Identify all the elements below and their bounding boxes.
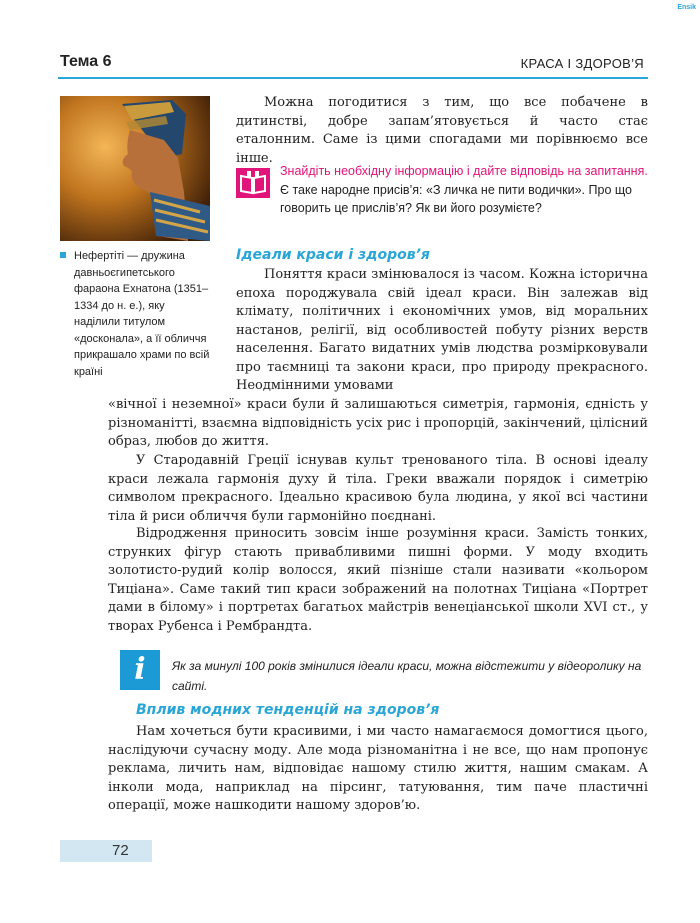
image-caption xyxy=(60,248,210,380)
topic-label: Тема 6 xyxy=(60,53,112,70)
task-text: Є таке народне присів’я: «З личка не пити водички». Про що говорить це прислів’я? Як ви його розумієте? xyxy=(280,182,632,215)
ideals-paragraph-1-part-a: Поняття краси змінювалося із часом. Кожна історична епоха породжувала свій ідеал краси. Він залежав від клімату, політичних і економічних умов, від моральних настанов, релігії, від особливостей побуту різних верств населення. Багато видатних умів людства розмірковували про таємниці та закони краси, про природу прекрасного. Неодмінними умовами xyxy=(236,267,648,393)
section-heading-fashion: Вплив модних тенденцій на здоров’я xyxy=(136,702,440,718)
page-number-box xyxy=(60,840,152,862)
info-icon: i xyxy=(120,650,160,690)
publisher-mark: Ensik xyxy=(677,4,696,11)
task-highlight: Знайдіть необхідну інформацію і дайте відповідь на запитання. xyxy=(280,164,648,178)
ideals-paragraph-1: «вічної і неземної» краси були й залишаються симетрія, гармонія, єдність у різноманітті, взаємна відповідність усіх рис і пропорцій, закінчений, цілісний образ, любов до життя. xyxy=(108,397,648,449)
ideals-paragraph-3: Відродження приносить зовсім інше розуміння краси. Замість тонких, струнких фігур стають привабливими пишні форми. У моду входить золотисто-рудий колір волосся, який пізніше стали називати «кольором Тиціана». Саме такий тип краси зображений на полотнах Тиціана «Портрет дами в білому» і портретах багатьох майстрів венеціанської школи XVI ст., у творах Рубенса і Рембрандта. xyxy=(108,526,648,634)
open-book-icon xyxy=(236,168,270,198)
ideals-paragraph-2: У Стародавній Греції існував культ тренованого тіла. В основі ідеалу краси лежала гармонія духу й тіла. Греки вважали порядок і симетрію символом прекрасного. Ідеально красивою була людина, у якої всі частини тіла й риси обличчя були гармонійно поєднані. xyxy=(108,453,648,524)
info-note: Як за минулі 100 років змінилися ідеали краси, можна відстежити у відеоролику на сайті. xyxy=(172,659,642,693)
nefertiti-bust-image xyxy=(60,96,210,241)
caption-text: Нефертіті — дружина давньоєгипетського фараона Ехнатона (1351–1334 до н. е.), яку наділили титулом «досконала», а її обличчя прикрашало храми по всій країні xyxy=(74,250,210,378)
caption-bullet-icon xyxy=(60,252,66,258)
section-heading-ideals: Ідеали краси і здоров’я xyxy=(236,247,430,263)
section-title: КРАСА І ЗДОРОВ’Я xyxy=(520,56,644,71)
page-number: 72 xyxy=(112,842,129,859)
header-divider xyxy=(58,77,648,79)
fashion-paragraph: Нам хочеться бути красивими, і ми часто намагаємося домогтися цього, наслідуючи сучасну моду. Але мода різноманітна і не все, що нам пропонує реклама, личить нам, відповідає нашому стилю життя, нашим смакам. А інколи мода, наприклад на пірсинг, татуювання, тим паче пластичні операції, може нашкодити нашому здоров’ю. xyxy=(108,724,648,813)
task-block xyxy=(280,162,648,218)
intro-paragraph: Можна погодитися з тим, що все побачене в дитинстві, добре запам’ятовується й часто стає еталонним. Саме із цими спогадами ми порівнюємо все інше. xyxy=(236,95,648,166)
